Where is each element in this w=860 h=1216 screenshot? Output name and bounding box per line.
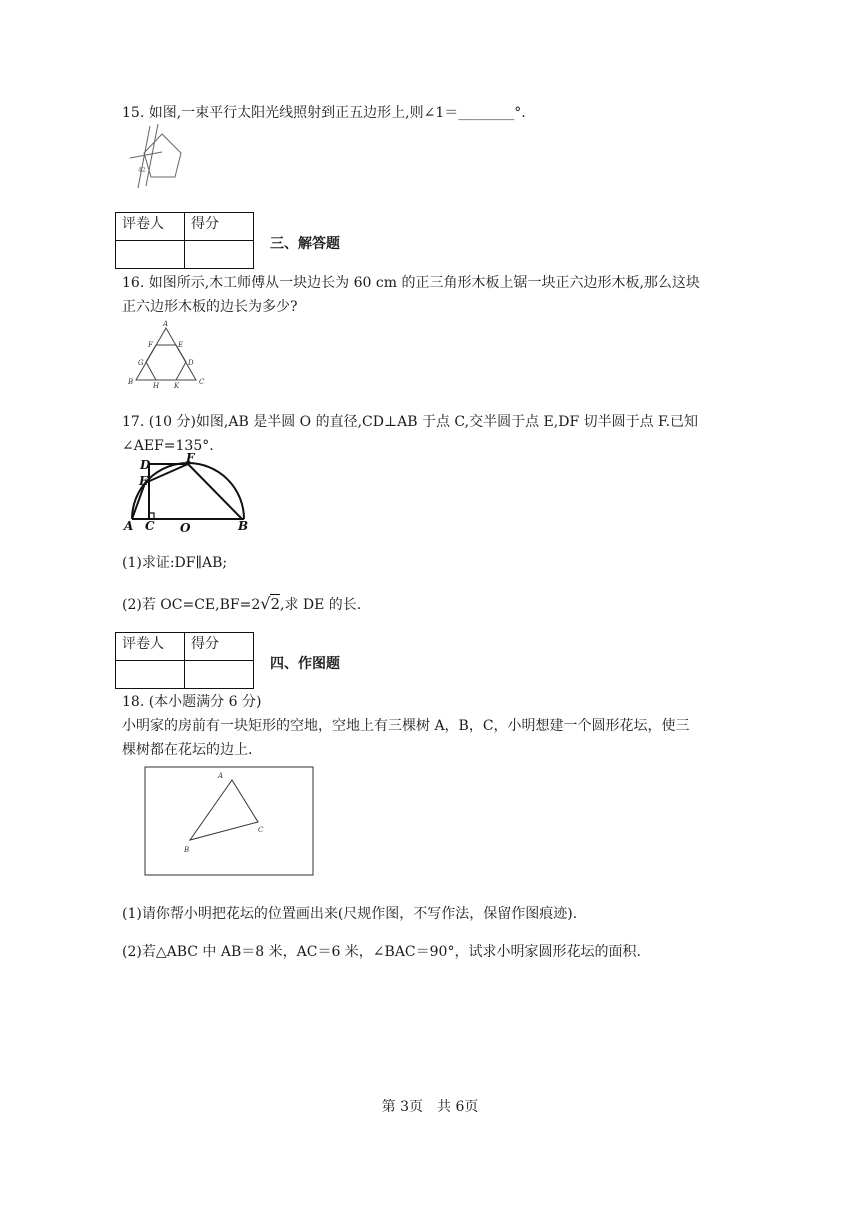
- q18-label-c: C: [258, 826, 264, 834]
- score-table-2: [115, 632, 254, 689]
- q18-label-a: A: [218, 772, 224, 780]
- q18-part-2: (2)若△ABC 中 AB＝8 米，AC＝6 米，∠BAC＝90°，试求小明家圆形花坛的面积.: [122, 944, 641, 960]
- score-col-reviewer: 评卷人: [116, 213, 185, 241]
- q17-label-o: O: [180, 521, 191, 535]
- q17-label-c: C: [145, 519, 155, 533]
- q17-part-2-pre: (2)若 OC=CE,BF=2: [122, 597, 261, 613]
- q16-label-e: E: [178, 341, 184, 349]
- section-4-title: 四、作图题: [270, 656, 340, 672]
- q17-label-a: A: [124, 519, 134, 533]
- q18-line-3: 棵树都在花坛的边上.: [122, 742, 253, 758]
- q17-label-d: D: [140, 458, 151, 472]
- semicircle-figure: [118, 450, 258, 536]
- q16-label-h: H: [153, 382, 160, 390]
- q16-label-c: C: [199, 378, 205, 386]
- score-col-reviewer: 评卷人: [116, 633, 185, 661]
- q17-part-1: (1)求证:DF∥AB;: [122, 555, 228, 571]
- score-col-score: 得分: [185, 633, 254, 661]
- score-col-score: 得分: [185, 213, 254, 241]
- q17-line-2: ∠AEF=135°.: [122, 438, 214, 454]
- q18-part-1: (1)请你帮小明把花坛的位置画出来(尺规作图，不写作法，保留作图痕迹).: [122, 906, 578, 922]
- q18-line-1: 18. (本小题满分 6 分): [122, 694, 262, 710]
- q15-text: 15. 如图,一束平行太阳光线照射到正五边形上,则∠1＝________°.: [122, 105, 526, 121]
- q17-label-f: F: [186, 451, 195, 465]
- q16-line-1: 16. 如图所示,木工师傅从一块边长为 60 cm 的正三角形木板上锯一块正六边形木板,那么这块: [122, 275, 700, 291]
- q17-label-b: B: [238, 519, 249, 533]
- q16-label-a: A: [163, 320, 169, 328]
- score-score-cell: [185, 241, 254, 269]
- section-3-title: 三、解答题: [270, 236, 340, 252]
- page-footer: 第 3页 共 6页: [381, 1099, 479, 1115]
- hexagon-triangle-figure: [120, 316, 210, 390]
- q18-label-b: B: [184, 846, 190, 854]
- score-reviewer-cell: [116, 661, 185, 689]
- pentagon-figure: [124, 124, 196, 190]
- q17-part-2-radicand: 2: [270, 595, 280, 613]
- q16-line-2: 正六边形木板的边长为多少?: [122, 299, 298, 315]
- q15-angle-label: 42: [138, 167, 146, 174]
- sqrt-radical: √: [260, 594, 271, 613]
- q16-label-d: D: [188, 359, 194, 367]
- score-score-cell: [185, 661, 254, 689]
- q16-label-b: B: [128, 378, 134, 386]
- score-table-1: [115, 212, 254, 269]
- score-reviewer-cell: [116, 241, 185, 269]
- q16-label-g: G: [138, 359, 144, 367]
- q17-label-e: E: [139, 474, 149, 488]
- q17-part-2: [122, 594, 361, 615]
- q17-part-2-post: ,求 DE 的长.: [279, 597, 362, 613]
- garden-rectangle-figure: [144, 766, 316, 878]
- q18-line-2: 小明家的房前有一块矩形的空地，空地上有三棵树 A，B，C，小明想建一个圆形花坛，使三: [122, 718, 690, 734]
- q16-label-f: F: [148, 341, 153, 349]
- q16-label-k: K: [174, 382, 180, 390]
- q17-line-1: 17. (10 分)如图,AB 是半圆 O 的直径,CD⊥AB 于点 C,交半圆于点 E,DF 切半圆于点 F.已知: [122, 414, 699, 430]
